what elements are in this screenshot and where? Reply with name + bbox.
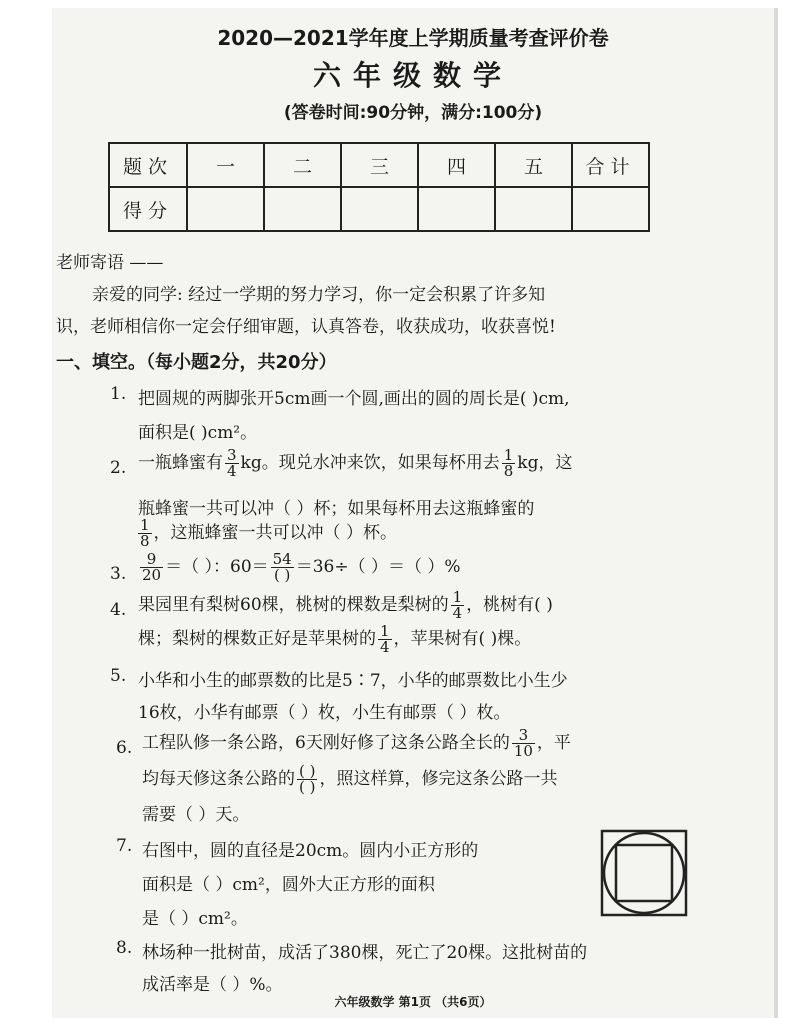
question-6-line-1 <box>142 728 571 759</box>
subject-title: 六年级数学 <box>312 59 513 92</box>
fraction <box>140 552 163 583</box>
score-header-cell: 二 <box>264 143 341 187</box>
question-number: 5. <box>110 666 127 686</box>
fraction-denominator: 10 <box>513 742 533 760</box>
exam-info: (答卷时间:90分钟，满分:100分) <box>283 103 543 123</box>
q4-text: ，桃树有( ) <box>466 595 553 615</box>
fraction-denominator: 4 <box>452 604 463 622</box>
exam-page <box>52 8 778 1018</box>
teacher-note-heading: 老师寄语 —— <box>56 253 164 273</box>
fraction-numerator: 3 <box>227 446 237 464</box>
question-number: 8. <box>116 938 133 958</box>
q4-text: 果园里有梨树60棵，桃树的棵数是梨树的 <box>138 595 449 615</box>
q4-text: 棵；梨树的棵数正好是苹果树的 <box>138 629 376 649</box>
question-5-line-2: 16枚，小华有邮票（ ）枚，小生有邮票（ ）枚。 <box>138 703 511 723</box>
question-number: 2. <box>110 458 127 478</box>
fraction-denominator: ( ) <box>273 566 291 584</box>
fraction <box>378 624 392 655</box>
question-4-line-1 <box>138 590 553 621</box>
section-1-heading: 一、填空。（每小题2分，共20分） <box>56 352 337 373</box>
score-header-cell: 一 <box>187 143 264 187</box>
score-row-label: 得分 <box>109 187 187 231</box>
score-header-cell: 五 <box>495 143 572 187</box>
fraction-denominator: 4 <box>227 462 237 480</box>
fraction <box>297 764 317 795</box>
exam-year-title: 2020—2021学年度上学期质量考查评价卷 <box>217 26 609 50</box>
q4-text: ，苹果树有( )棵。 <box>393 629 532 649</box>
score-cell[interactable] <box>418 187 495 231</box>
score-table-header-row <box>109 143 649 187</box>
q2-text: ，这瓶蜂蜜一共可以冲（ ）杯。 <box>153 523 397 543</box>
question-2-line-3 <box>136 518 397 549</box>
inner-square <box>616 845 672 901</box>
q2-text: kg，这 <box>517 453 573 473</box>
fraction <box>225 448 239 479</box>
teacher-note-line: 亲爱的同学: 经过一学期的努力学习，你一定会积累了许多知 <box>92 285 546 305</box>
q6-text: 工程队修一条公路，6天刚好修了这条公路全长的 <box>142 733 510 753</box>
question-1-line-2: 面积是( )cm²。 <box>138 423 258 443</box>
score-header-cell: 题次 <box>109 143 187 187</box>
fraction-denominator: 4 <box>380 638 390 656</box>
question-6-line-2 <box>142 764 557 795</box>
q3-text: ＝（ ）：60＝ <box>165 557 269 577</box>
score-cell[interactable] <box>572 187 649 231</box>
scan-edge <box>774 8 778 1018</box>
question-8-line-2: 成活率是（ ）%。 <box>142 975 283 995</box>
fraction <box>512 728 535 759</box>
question-1-line-1: 把圆规的两脚张开5cm画一个圆,画出的圆的周长是( )cm, <box>138 389 570 409</box>
teacher-note-line: 识，老师相信你一定会仔细审题，认真答卷，收获成功，收获喜悦! <box>56 317 556 337</box>
score-cell[interactable] <box>495 187 572 231</box>
question-7-line-3: 是（ ）cm²。 <box>142 909 248 929</box>
score-header-cell: 四 <box>418 143 495 187</box>
question-number: 4. <box>110 600 127 620</box>
fraction-denominator: 8 <box>140 532 150 550</box>
score-table-score-row <box>109 187 649 231</box>
q6-text: ，照这样算，修完这条公路一共 <box>319 769 558 789</box>
question-2-line-1 <box>138 448 572 479</box>
question-number: 3. <box>110 564 127 584</box>
fraction-numerator: 9 <box>140 552 163 568</box>
question-3-line <box>138 552 461 583</box>
fraction-numerator: 3 <box>512 728 535 744</box>
q6-text: 均每天修这条公路的 <box>142 769 295 789</box>
score-header-cell: 合计 <box>572 143 649 187</box>
question-7-line-1: 右图中，圆的直径是20cm。圆内小正方形的 <box>142 841 479 861</box>
q2-text: kg。现兑水冲来饮，如果每杯用去 <box>240 453 500 473</box>
q3-text: ＝36÷（ ）＝（ ）% <box>295 557 461 577</box>
question-number: 1. <box>110 384 127 404</box>
question-5-line-1: 小华和小生的邮票数的比是5∶7，小华的邮票数比小生少 <box>138 671 568 691</box>
question-6-line-3: 需要（ ）天。 <box>142 805 250 825</box>
fraction <box>138 518 152 549</box>
fraction-denominator: 8 <box>503 462 514 480</box>
score-cell[interactable] <box>187 187 264 231</box>
fraction-denominator: ( ) <box>299 778 316 796</box>
question-8-line-1: 林场种一批树苗，成活了380棵，死亡了20棵。这批树苗的 <box>142 943 588 963</box>
score-header-cell: 三 <box>341 143 418 187</box>
q2-text: 一瓶蜂蜜有 <box>138 453 223 473</box>
score-table <box>108 142 650 232</box>
score-cell[interactable] <box>341 187 418 231</box>
fraction <box>502 448 516 479</box>
fraction-numerator: 1 <box>452 588 463 606</box>
outer-square <box>602 831 686 915</box>
question-7-line-2: 面积是（ ）cm²，圆外大正方形的面积 <box>142 875 435 895</box>
question-2-line-2: 瓶蜂蜜一共可以冲（ ）杯；如果每杯用去这瓶蜂蜜的 <box>138 499 535 519</box>
page-footer: 六年级数学 第1页 （共6页） <box>334 995 492 1009</box>
q6-text: ，平 <box>536 733 571 753</box>
fraction-numerator: 54 <box>272 550 292 568</box>
question-number: 6. <box>116 738 133 758</box>
question-number: 7. <box>116 836 133 856</box>
fraction-numerator: ( ) <box>299 762 316 780</box>
fraction-denominator: 20 <box>142 566 162 584</box>
score-cell[interactable] <box>264 187 341 231</box>
fraction-numerator: 1 <box>140 516 150 534</box>
question-4-line-2 <box>138 624 531 655</box>
fraction-numerator: 1 <box>380 622 390 640</box>
fraction <box>271 552 294 583</box>
fraction <box>451 590 465 621</box>
circle-square-figure <box>600 829 690 917</box>
fraction-numerator: 1 <box>503 446 514 464</box>
